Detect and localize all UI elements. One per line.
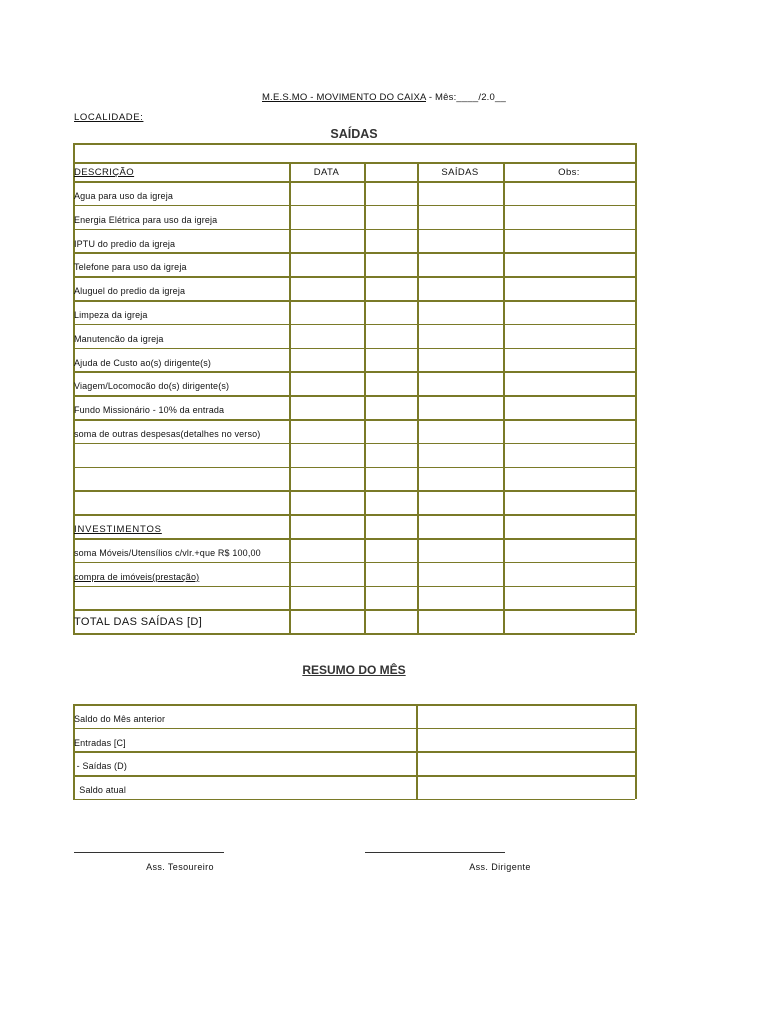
table-row-description: INVESTIMENTOS — [74, 524, 162, 536]
resumo-row-rule — [73, 751, 635, 753]
resumo-title: RESUMO DO MÊS — [302, 663, 406, 677]
resumo-row-label: Entradas [C] — [74, 737, 126, 748]
table-row-description: IPTU do predio da igreja — [74, 238, 176, 249]
table-row-description: Limpeza da igreja — [74, 310, 148, 320]
resumo-row-rule — [73, 775, 635, 777]
resumo-row-label: - Saídas (D) — [74, 761, 127, 772]
table-row-description: Ajuda de Custo ao(s) dirigente(s) — [74, 357, 212, 368]
resumo-row-label: Saldo atual — [74, 785, 126, 796]
saidas-title: SAÍDAS — [330, 127, 378, 141]
localidade-label: LOCALIDADE: — [74, 112, 144, 123]
table-row-description: Telefone para uso da igreja — [74, 262, 187, 273]
leader-signature-label: Ass. Dirigente — [469, 862, 531, 872]
leader-signature-line — [365, 852, 505, 853]
column-header: SAÍDAS — [441, 167, 479, 178]
table-row-description: soma de outras despesas(detalhes no verso) — [74, 429, 261, 439]
table-row-description: Fundo Missionário - 10% da entrada — [74, 405, 225, 416]
header-title: M.E.S.MO - MOVIMENTO DO CAIXA — [262, 92, 426, 103]
treasurer-signature-line — [74, 852, 224, 853]
table-row-description: Energia Elétrica para uso da igreja — [74, 214, 218, 225]
treasurer-signature-label: Ass. Tesoureiro — [146, 862, 214, 872]
resumo-row-label: Saldo do Mês anterior — [74, 714, 166, 724]
resumo-top-border — [73, 704, 635, 706]
table-row-description: Agua para uso da igreja — [74, 191, 174, 201]
header-month-field: - Mês:____/2.0__ — [426, 92, 506, 103]
column-header: DESCRIÇÃO — [74, 167, 135, 178]
table-row-description: Aluguel do predio da igreja — [74, 286, 186, 297]
total-saidas-label: TOTAL DAS SAÍDAS [D] — [74, 616, 203, 629]
resumo-bottom-border — [73, 799, 635, 801]
table-row-description: Manutencão da igreja — [74, 333, 164, 344]
column-header: DATA — [313, 167, 340, 178]
table-row-description: Viagem/Locomocão do(s) dirigente(s) — [74, 381, 230, 392]
resumo-row-rule — [73, 728, 635, 730]
table-row-description: compra de imóveis(prestação) — [74, 571, 200, 582]
table-row-description: soma Móveis/Utensílios c/vlr.+que R$ 100,00 — [74, 548, 261, 558]
column-header: Obs: — [558, 167, 580, 178]
resumo-right-border — [635, 704, 637, 799]
